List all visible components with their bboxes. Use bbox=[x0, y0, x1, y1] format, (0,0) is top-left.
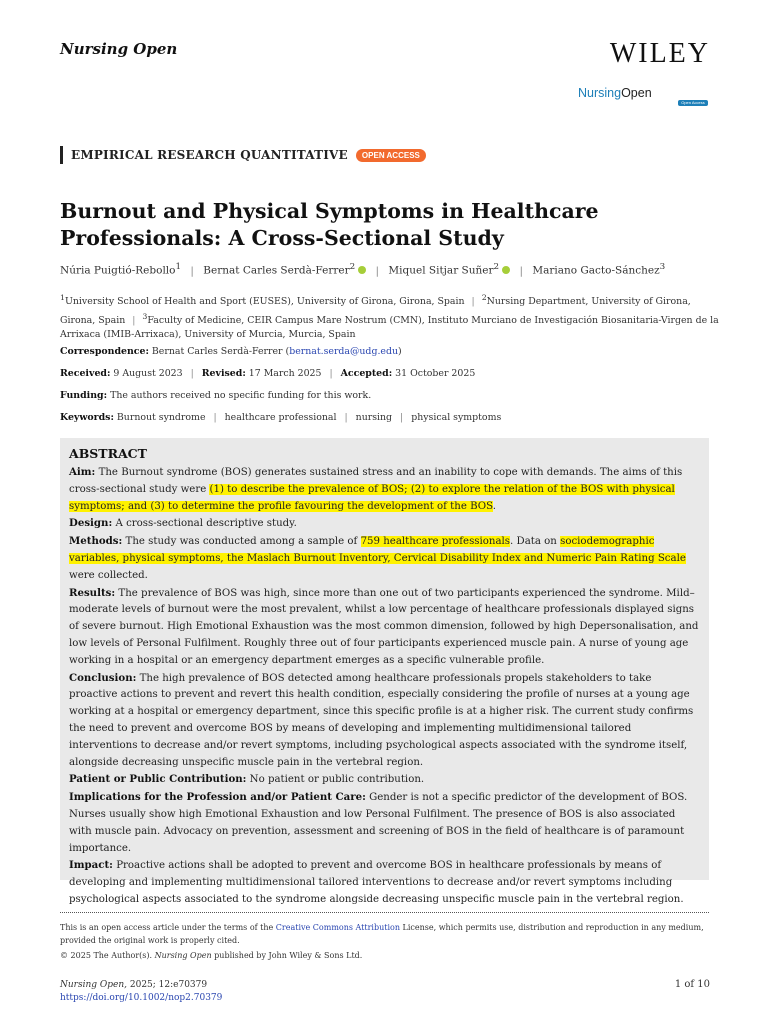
accepted-date: 31 October 2025 bbox=[395, 368, 476, 379]
separator: | bbox=[344, 412, 348, 423]
keyword[interactable]: physical symptoms bbox=[411, 412, 502, 423]
abstract-implications bbox=[69, 789, 699, 857]
correspondence-label: Correspondence: bbox=[60, 346, 149, 357]
license-text-part: This is an open access article under the terms of the bbox=[60, 923, 276, 932]
aim-text: The Burnout syndrome (BOS) generates sustained stress and an inability to cope with demands. The aims of this cross-sectional study were bbox=[69, 467, 683, 495]
methods-text: . Data on bbox=[510, 536, 561, 548]
abstract-body bbox=[69, 464, 699, 909]
conclusion-label: Conclusion: bbox=[69, 671, 137, 684]
methods-label: Methods: bbox=[69, 535, 123, 548]
correspondence-email[interactable]: bernat.serda@udg.edu bbox=[289, 346, 399, 357]
citation-footer bbox=[60, 979, 222, 1005]
author-list bbox=[60, 262, 720, 277]
copyright-journal: Nursing Open bbox=[154, 951, 212, 960]
methods-text: The study was conducted among a sample of bbox=[125, 536, 361, 548]
aim-highlight: (1) to describe the prevalence of BOS; (2) to explore the relation of the BOS with physical symptoms; and (3) to determine the profile favouring the development of the BOS bbox=[69, 483, 675, 512]
author-name[interactable]: Núria Puigtió-Rebollo bbox=[60, 264, 176, 277]
separator: | bbox=[519, 264, 523, 277]
results-label: Results: bbox=[69, 586, 116, 599]
keyword[interactable]: Burnout syndrome bbox=[116, 412, 206, 423]
separator: | bbox=[400, 412, 404, 423]
open-access-tag: Open Access bbox=[678, 100, 708, 106]
affiliation-mark: 1 bbox=[60, 293, 65, 302]
design-text: A cross-sectional descriptive study. bbox=[115, 518, 297, 530]
keywords bbox=[60, 412, 720, 423]
conclusion-text: The high prevalence of BOS detected among healthcare professionals propels stakeholders to take proactive actions to prevent and revert this health condition, especially considering the profile of nurses at a young age working at a hospital or emergency department, since this specific profile is at a higher risk. The current study confirms the need to prevent and overcome BOS by means of developing and implementing multidimensional tailored interventions to decrease and/or revert symptoms, including psychological aspects associated with the syndrome itself, alongside decreasing unspecific muscle pain in the vertebral region. bbox=[69, 672, 694, 768]
funding-text: The authors received no specific funding for this work. bbox=[110, 390, 372, 401]
journal-name: Nursing Open bbox=[60, 40, 178, 58]
impact-label: Impact: bbox=[69, 859, 113, 872]
abstract-patient-contribution bbox=[69, 771, 699, 789]
separator: | bbox=[471, 296, 475, 308]
revised-label: Revised: bbox=[201, 368, 246, 379]
publisher-logo[interactable]: WILEY bbox=[609, 38, 710, 69]
article-section bbox=[60, 146, 426, 164]
accepted-label: Accepted: bbox=[340, 368, 393, 379]
license-text-part: License, which permits use, distribution and reproduction in any medium, provided the original work is properly cited. bbox=[60, 923, 704, 945]
citation bbox=[60, 979, 222, 992]
abstract-results bbox=[69, 585, 699, 670]
author-affiliation-mark: 1 bbox=[175, 262, 182, 272]
license-text bbox=[60, 921, 710, 947]
author-affiliation-mark: 2 bbox=[493, 262, 500, 272]
affiliations bbox=[60, 291, 720, 343]
journal-brand-name bbox=[578, 86, 652, 100]
correspondence-close: ) bbox=[398, 346, 402, 357]
page-number: 1 of 10 bbox=[674, 979, 710, 990]
affiliation-2: Nursing Department, University of Girona, Girona, Spain bbox=[60, 296, 691, 326]
license-notice bbox=[60, 921, 710, 962]
affiliation-1: University School of Health and Sport (EUSES), University of Girona, Girona, Spain bbox=[64, 296, 465, 308]
abstract-heading: ABSTRACT bbox=[69, 446, 147, 461]
copyright-text: © 2025 The Author(s). bbox=[60, 951, 155, 960]
citation-details: 2025; 12:e70379 bbox=[127, 980, 208, 990]
abstract-impact bbox=[69, 857, 699, 908]
journal-brand-logo[interactable] bbox=[578, 86, 708, 110]
copyright bbox=[60, 949, 710, 962]
results-text: The prevalence of BOS was high, since more than one out of two participants experienced the syndrome. Mild–moderate levels of burnout were the most prevalent, whilst a low percentage of healthcare professionals displayed signs of severe burnout. High Emotional Exhaustion was the most common dimension, followed by high Depersonalisation, and low levels of Personal Fulfilment. Roughly three out of four participants experienced muscle pain. A nurse of young age working in a hospital or an emergency department emerges as a specific vulnerable profile. bbox=[69, 587, 699, 666]
keywords-label: Keywords: bbox=[60, 412, 114, 423]
separator: | bbox=[132, 314, 136, 326]
orcid-icon[interactable] bbox=[502, 266, 510, 274]
abstract-methods bbox=[69, 533, 699, 584]
methods-highlight-variables: sociodemographic variables, physical symptoms, the Maslach Burnout Inventory, Cervical Disability Index and Numeric Pain Rating Scale bbox=[69, 536, 686, 564]
doi-link[interactable]: https://doi.org/10.1002/nop2.70379 bbox=[60, 993, 223, 1003]
author-affiliation-mark: 3 bbox=[659, 262, 666, 272]
section-bar bbox=[60, 146, 63, 164]
impact-text: Proactive actions shall be adopted to prevent and overcome BOS in healthcare professionals by means of developing and implementing multidimensional tailored interventions to decrease and/or revert symptoms including psychological aspects associated to the syndrome alongside decreasing unspecific muscle pain in the vertebral region. bbox=[69, 860, 684, 905]
abstract-box bbox=[60, 438, 709, 905]
open-access-badge[interactable]: OPEN ACCESS bbox=[356, 149, 426, 162]
article-dates bbox=[60, 368, 720, 379]
received-date: 9 August 2023 bbox=[113, 368, 183, 379]
correspondence bbox=[60, 346, 720, 357]
divider bbox=[60, 912, 709, 913]
abstract-conclusion bbox=[69, 670, 699, 772]
methods-text: were collected. bbox=[69, 569, 148, 581]
author-name[interactable]: Miquel Sitjar Suñer bbox=[388, 264, 494, 277]
abstract-aim bbox=[69, 464, 699, 515]
separator: | bbox=[213, 412, 217, 423]
copyright-text: published by John Wiley & Sons Ltd. bbox=[211, 951, 363, 960]
affiliation-mark: 2 bbox=[481, 293, 487, 302]
brand-part-2: Open bbox=[621, 86, 652, 100]
separator: | bbox=[329, 368, 333, 379]
patient-label: Patient or Public Contribution: bbox=[69, 773, 247, 786]
separator: | bbox=[375, 264, 380, 277]
abstract-design bbox=[69, 515, 699, 533]
affiliation-3: Faculty of Medicine, CEIR Campus Mare Nostrum (CMN), Instituto Murciano de Investigación Biosanitaria-Virgen de la Arrixaca (IMIB-Arrixaca), University of Murcia, Murcia, Spain bbox=[60, 314, 719, 341]
orcid-icon[interactable] bbox=[358, 266, 366, 274]
keyword[interactable]: healthcare professional bbox=[224, 412, 337, 423]
separator: | bbox=[190, 368, 194, 379]
article-title: Burnout and Physical Symptoms in Healthcare Professionals: A Cross-Sectional Study bbox=[60, 199, 599, 250]
correspondence-name: Bernat Carles Serdà-Ferrer ( bbox=[151, 346, 290, 357]
revised-date: 17 March 2025 bbox=[248, 368, 322, 379]
affiliation-mark: 3 bbox=[142, 311, 148, 321]
implications-text: Gender is not a specific predictor of the development of BOS. Nurses usually show high Emotional Exhaustion and low Personal Fulfilment. The presence of BOS is also associated with muscle pain. Advocacy on prevention, assessment and screening of BOS in the field of healthcare is of paramount importance. bbox=[69, 792, 688, 854]
author-affiliation-mark: 2 bbox=[349, 262, 356, 272]
author-name[interactable]: Bernat Carles Serdà-Ferrer bbox=[203, 264, 350, 277]
methods-highlight-sample: 759 healthcare professionals bbox=[360, 536, 511, 548]
funding bbox=[60, 390, 720, 401]
design-label: Design: bbox=[69, 517, 113, 530]
separator: | bbox=[190, 264, 194, 277]
patient-text: No patient or public contribution. bbox=[249, 774, 425, 786]
citation-journal: Nursing Open, bbox=[60, 980, 128, 990]
license-link[interactable]: Creative Commons Attribution bbox=[275, 923, 400, 932]
section-label: EMPIRICAL RESEARCH QUANTITATIVE bbox=[71, 148, 348, 162]
keyword[interactable]: nursing bbox=[355, 412, 393, 423]
implications-label: Implications for the Profession and/or Patient Care: bbox=[69, 791, 366, 804]
author-name[interactable]: Mariano Gacto-Sánchez bbox=[532, 264, 660, 277]
received-label: Received: bbox=[60, 368, 111, 379]
funding-label: Funding: bbox=[60, 390, 108, 401]
aim-end: . bbox=[492, 500, 496, 512]
brand-part-1: Nursing bbox=[578, 86, 622, 100]
aim-label: Aim: bbox=[69, 466, 96, 478]
